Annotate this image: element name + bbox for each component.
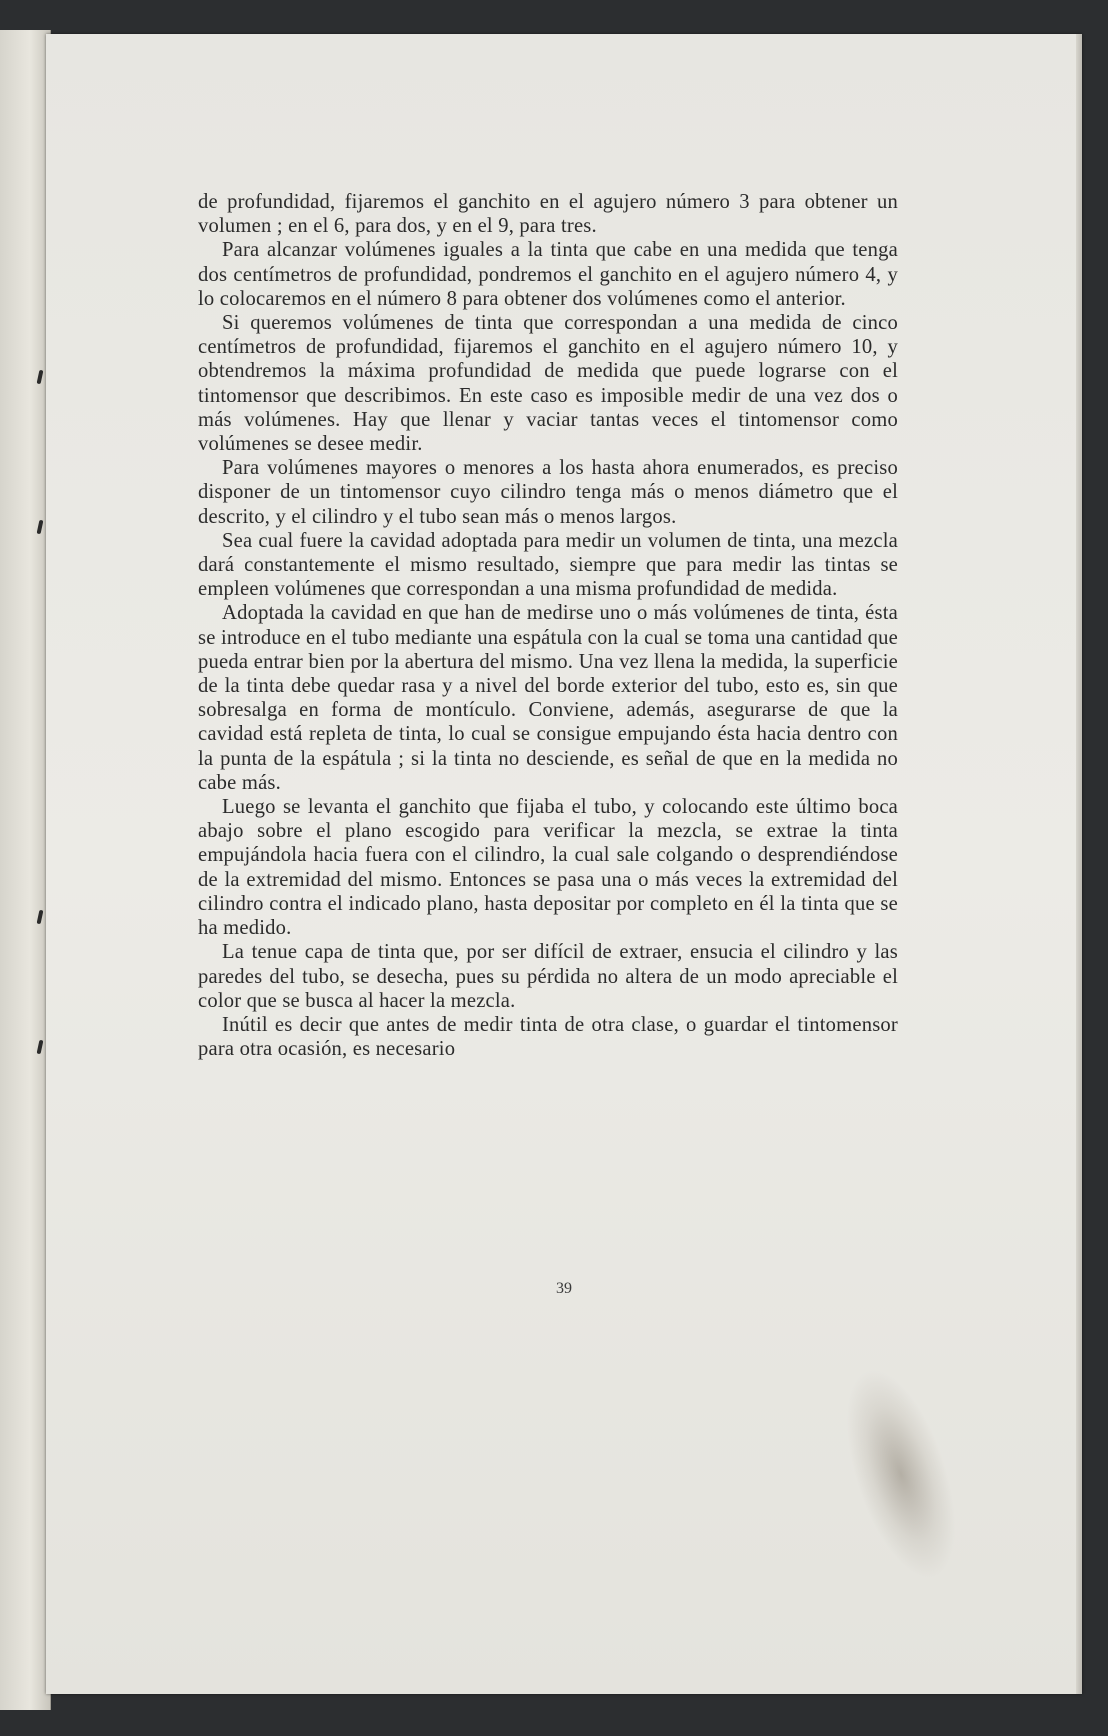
binding-mark: [37, 370, 44, 385]
paragraph: Para alcanzar volúmenes iguales a la tinta que cabe en una medida que tenga dos centímetros de profundidad, pondremos el ganchito en el agujero número 4, y lo colocaremos en el número 8 para obtener dos volúmenes como el anterior.: [198, 239, 898, 310]
paragraph: Luego se levanta el ganchito que fijaba el tubo, y colocando este último boca abajo sobre el plano escogido para verificar la mezcla, se extrae la tinta empujándola hacia fuera con el cilindro, la cual sale colgando o desprendiéndose de la extremidad del mismo. Entonces se pasa una o más veces la extremidad del cilindro contra el indicado plano, hasta depositar por completo en él la tinta que se ha medido.: [198, 796, 898, 940]
page-edge: [1076, 34, 1082, 1694]
binding-mark: [37, 910, 44, 925]
book-page: [46, 34, 1082, 1694]
paragraph: Sea cual fuere la cavidad adoptada para medir un volumen de tinta, una mezcla dará constantemente el mismo resultado, siempre que para medir las tintas se empleen volúmenes que correspondan a una misma profundidad de medida.: [198, 529, 898, 601]
body-text: [198, 190, 898, 1061]
paragraph: Si queremos volúmenes de tinta que correspondan a una medida de cinco centímetros de profundidad, fijaremos el ganchito en el agujero número 10, y obtendremos la máxima profundidad de medida que puede lograrse con el tintomensor que describimos. En este caso es imposible medir de una vez dos o más volúmenes. Hay que llenar y vaciar tantas veces el tintomensor como volúmenes se desee medir.: [198, 312, 898, 456]
ink-smudge: [824, 1355, 978, 1592]
paragraph: Adoptada la cavidad en que han de medirse uno o más volúmenes de tinta, ésta se introduce en el tubo mediante una espátula con la cual se toma una cantidad que pueda entrar bien por la abertura del mismo. Una vez llena la medida, la superficie de la tinta debe quedar rasa y a nivel del borde exterior del tubo, esto es, sin que sobresalga en forma de montículo. Conviene, además, asegurarse de que la cavidad está repleta de tinta, lo cual se consigue empujando ésta hacia dentro con la punta de la espátula ; si la tinta no desciende, es señal de que en la medida no cabe más.: [198, 602, 898, 794]
paragraph: Inútil es decir que antes de medir tinta de otra clase, o guardar el tintomensor para otra ocasión, es necesario: [198, 1013, 898, 1061]
facing-page-edge: [0, 30, 51, 1710]
paragraph: La tenue capa de tinta que, por ser difícil de extraer, ensucia el cilindro y las paredes del tubo, se desecha, pues su pérdida no altera de un modo apreciable el color que se busca al hacer la mezcla.: [198, 941, 898, 1012]
binding-mark: [37, 520, 44, 535]
page-number: 39: [556, 1280, 572, 1297]
paragraph: de profundidad, fijaremos el ganchito en el agujero número 3 para obtener un volumen ; en el 6, para dos, y en el 9, para tres.: [198, 191, 898, 238]
binding-mark: [37, 1040, 44, 1055]
paragraph: Para volúmenes mayores o menores a los hasta ahora enumerados, es preciso disponer de un tintomensor cuyo cilindro tenga más o menos diámetro que el descrito, y el cilindro y el tubo sean más o menos largos.: [198, 457, 898, 528]
